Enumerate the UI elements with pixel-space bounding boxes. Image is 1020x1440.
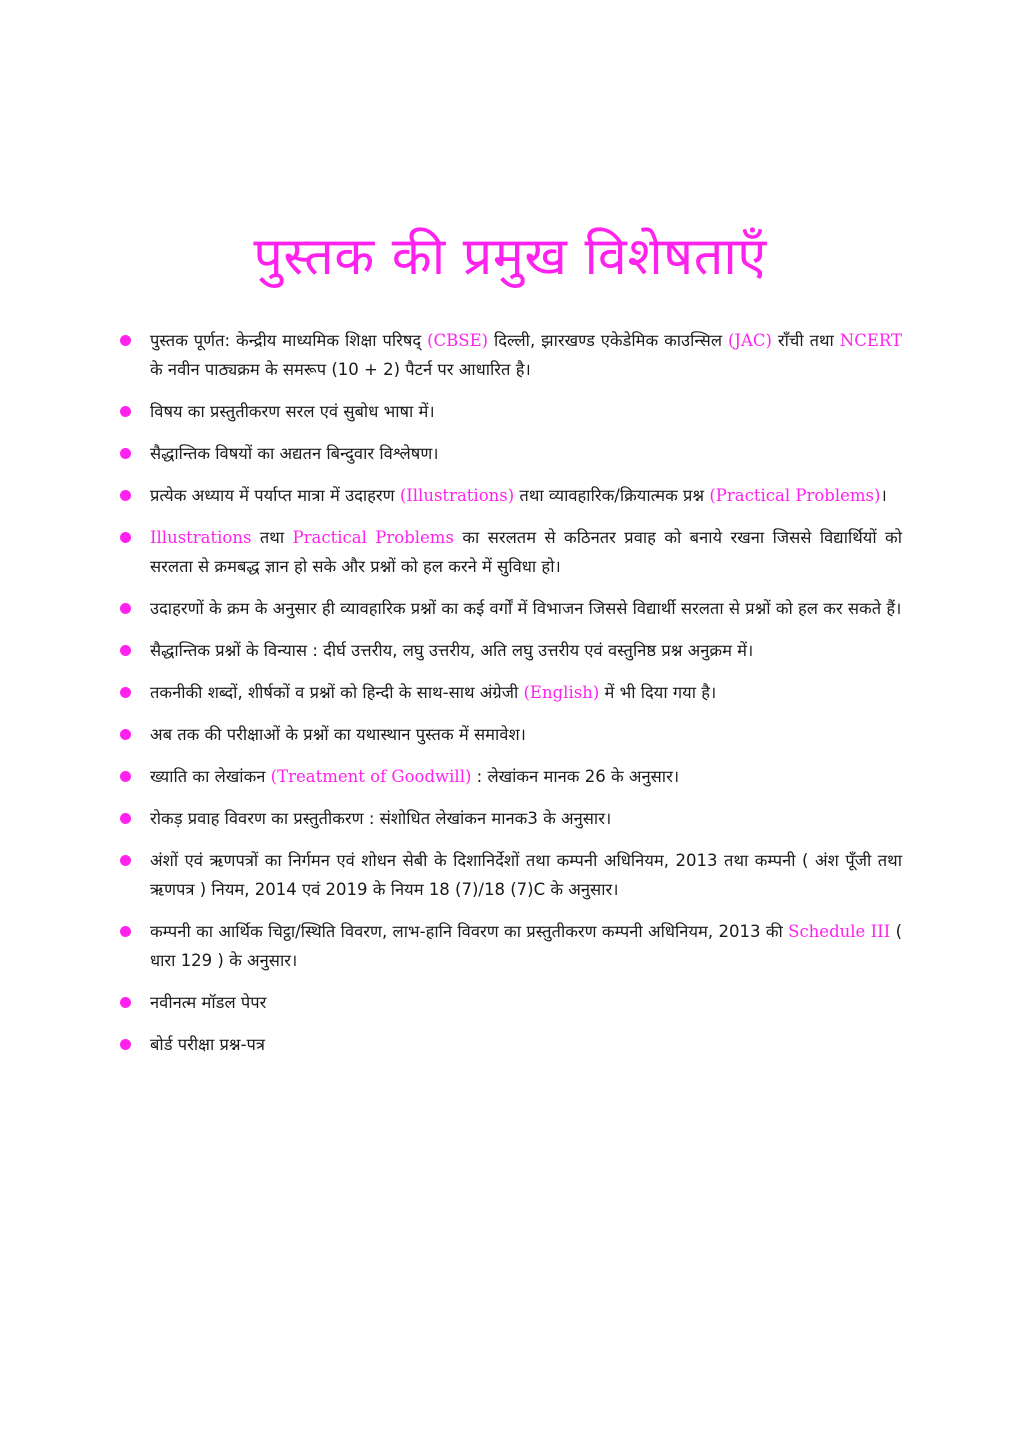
bullet-icon [120,448,131,459]
english-term: (JAC) [727,331,772,350]
feature-text [150,1035,265,1054]
hindi-text: राँची तथा [771,331,840,350]
english-term: Illustrations [150,528,252,547]
feature-item [120,804,902,833]
hindi-text: ( धारा 129 ) के अनुसार। [150,922,903,970]
feature-item [120,523,902,581]
bullet-icon [120,729,131,740]
english-term: (CBSE) [427,331,489,350]
hindi-text: में भी दिया गया है। [599,683,717,702]
bullet-icon [120,406,131,417]
english-term: Practical Problems [292,528,454,547]
feature-text [150,767,679,786]
feature-text [150,851,902,899]
hindi-text: । [880,486,887,505]
feature-text [150,993,266,1012]
hindi-text: रोकड़ प्रवाह विवरण का प्रस्तुतीकरण : संशोधित लेखांकन मानक3 के अनुसार। [150,809,612,828]
hindi-text: नवीनत्म मॉडल पेपर [150,993,267,1012]
feature-item [120,678,902,707]
feature-item [120,594,902,623]
hindi-text: सैद्धान्तिक प्रश्नों के विन्यास : दीर्घ उत्तरीय, लघु उत्तरीय, अति लघु उत्तरीय एवं वस्तुनिष्ठ प्रश्न अनुक्रम में। [150,641,754,660]
feature-text [150,486,887,505]
hindi-text: अब तक की परीक्षाओं के प्रश्नों का यथास्थान पुस्तक में समावेश। [150,725,526,744]
hindi-text: तथा [251,528,293,547]
bullet-icon [120,532,131,543]
features-list [120,326,902,1072]
hindi-text: के नवीन पाठ्यक्रम के समरूप (10 + 2) पैटर्न पर आधारित है। [150,360,531,379]
feature-item [120,988,902,1017]
hindi-text: सैद्धान्तिक विषयों का अद्यतन बिन्दुवार विश्लेषण। [150,444,439,463]
feature-text [150,528,902,576]
bullet-icon [120,335,131,346]
feature-item [120,1030,902,1059]
english-term: (English) [523,683,600,702]
bullet-icon [120,1039,131,1050]
hindi-text: तथा व्यावहारिक/क्रियात्मक प्रश्न [514,486,710,505]
feature-item [120,397,902,426]
hindi-text: : लेखांकन मानक 26 के अनुसार। [471,767,680,786]
hindi-text: ख्याति का लेखांकन [150,767,271,786]
bullet-icon [120,490,131,501]
feature-text [150,809,611,828]
feature-text [150,922,902,970]
feature-text [150,331,902,379]
bullet-icon [120,603,131,614]
english-term: (Treatment of Goodwill) [270,767,472,786]
hindi-text: दिल्ली, झारखण्ड एकेडेमिक काउन्सिल [488,331,728,350]
feature-item [120,439,902,468]
english-term: Schedule III [788,922,891,941]
feature-text [150,683,716,702]
bullet-icon [120,997,131,1008]
bullet-icon [120,687,131,698]
english-term: NCERT [839,331,903,350]
page-title: पुस्तक की प्रमुख विशेषताएँ [253,227,767,287]
feature-item [120,481,902,510]
bullet-icon [120,855,131,866]
hindi-text: प्रत्येक अध्याय में पर्याप्त मात्रा में उदाहरण [150,486,400,505]
hindi-text: उदाहरणों के क्रम के अनुसार ही व्यावहारिक प्रश्नों का कई वर्गों में विभाजन जिससे विद्यार्थी सरलता से प्रश्नों को हल कर सकते हैं। [150,599,902,618]
hindi-text: का सरलतम से कठिनतर प्रवाह को बनाये रखना जिससे विद्यार्थियों को सरलता से क्रमबद्ध ज्ञान हो सके और प्रश्नों को हल करने में सुविधा हो। [150,528,902,576]
feature-text [150,599,901,618]
feature-item [120,326,902,384]
feature-item [120,762,902,791]
hindi-text: अंशों एवं ऋणपत्रों का निर्गमन एवं शोधन सेबी के दिशानिर्देशों तथा कम्पनी अधिनियम, 2013 तथा कम्पनी ( अंश पूँजी तथा ऋणपत्र ) नियम, 2014 एवं 2019 के नियम 18 (7)/18 (7)C के अनुसार। [150,851,902,899]
hindi-text: पुस्तक पूर्णत: केन्द्रीय माध्यमिक शिक्षा परिषद् [150,331,428,350]
feature-text [150,444,439,463]
hindi-text: विषय का प्रस्तुतीकरण सरल एवं सुबोध भाषा में। [150,402,435,421]
hindi-text: बोर्ड परीक्षा प्रश्न-पत्र [150,1035,265,1054]
feature-text [150,402,435,421]
english-term: (Illustrations) [399,486,515,505]
english-term: (Practical Problems) [709,486,881,505]
bullet-icon [120,771,131,782]
feature-item [120,720,902,749]
bullet-icon [120,926,131,937]
feature-text [150,725,526,744]
bullet-icon [120,645,131,656]
bullet-icon [120,813,131,824]
feature-item [120,846,902,904]
hindi-text: तकनीकी शब्दों, शीर्षकों व प्रश्नों को हिन्दी के साथ-साथ अंग्रेजी [150,683,524,702]
feature-item [120,636,902,665]
feature-text [150,641,753,660]
hindi-text: कम्पनी का आर्थिक चिट्ठा/स्थिति विवरण, लाभ-हानि विवरण का प्रस्तुतीकरण कम्पनी अधिनियम, 2013 की [150,922,789,941]
feature-item [120,917,902,975]
